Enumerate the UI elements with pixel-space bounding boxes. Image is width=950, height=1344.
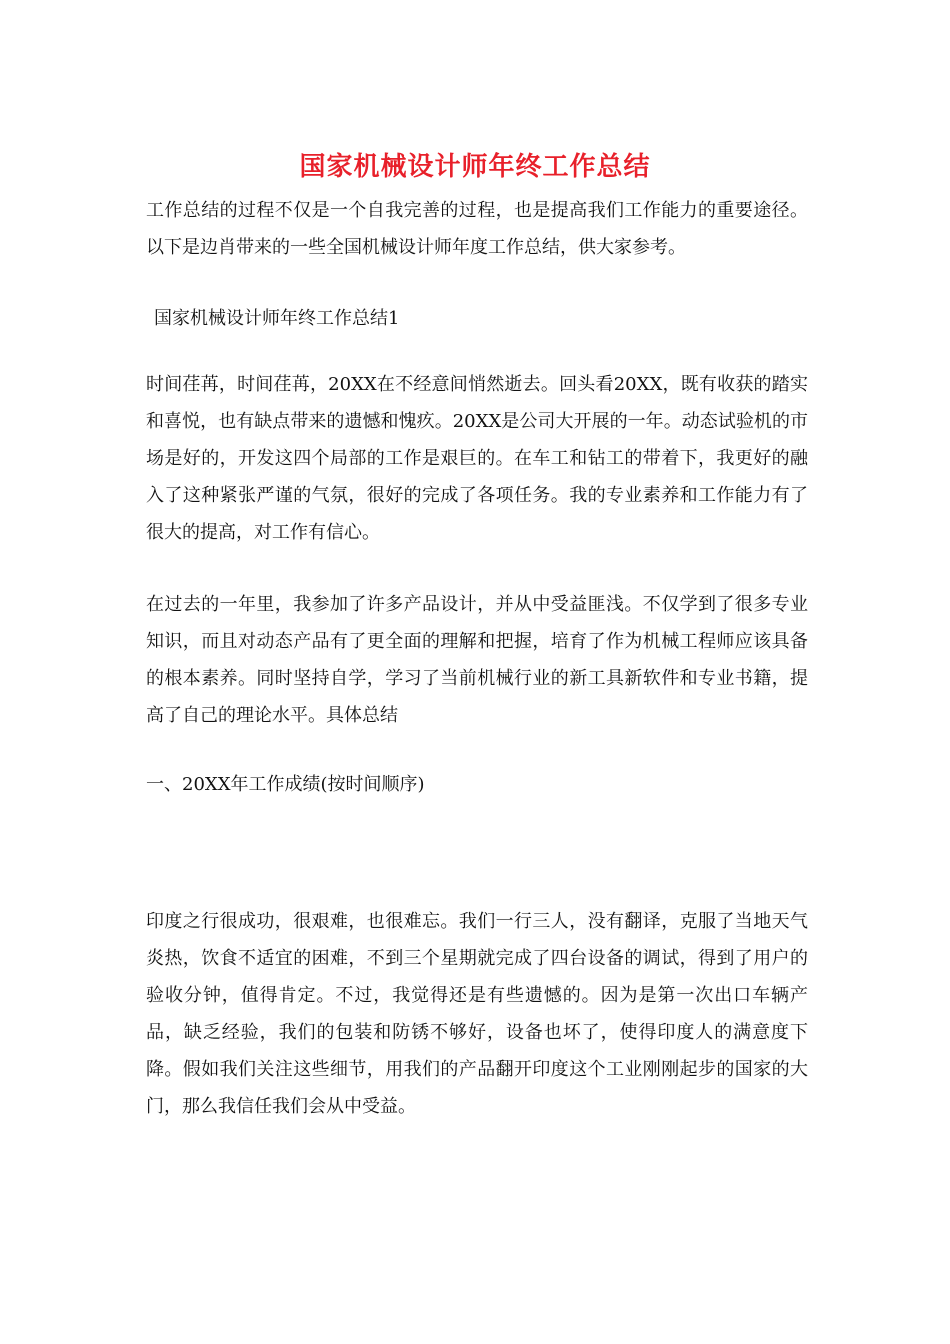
body-paragraph-1: 时间荏苒，时间荏苒，20XX在不经意间悄然逝去。回头看20XX，既有收获的踏实和喜悦，也有缺点带来的遗憾和愧疚。20XX是公司大开展的一年。动态试验机的市场是好的，开发这四个局部的工作是艰巨的。在车工和钻工的带着下，我更好的融入了这种紧张严谨的气氛，很好的完成了各项任务。我的专业素养和工作能力有了很大的提高，对工作有信心。 <box>146 374 808 543</box>
body-paragraph-2: 在过去的一年里，我参加了许多产品设计，并从中受益匪浅。不仅学到了很多专业知识，而且对动态产品有了更全面的理解和把握，培育了作为机械工程师应该具备的根本素养。同时坚持自学，学习了当前机械行业的新工具新软件和专业书籍，提高了自己的理论水平。具体总结 <box>146 594 808 726</box>
subheading: 一、20XX年工作成绩(按时间顺序) <box>146 774 425 795</box>
document-title: 国家机械设计师年终工作总结 <box>299 152 651 182</box>
section-heading: 国家机械设计师年终工作总结1 <box>154 308 400 329</box>
body-paragraph-3: 印度之行很成功，很艰难，也很难忘。我们一行三人，没有翻译，克服了当地天气炎热，饮食不适宜的困难，不到三个星期就完成了四台设备的调试，得到了用户的验收分钟，值得肯定。不过，我觉得还是有些遗憾的。因为是第一次出口车辆产品，缺乏经验，我们的包装和防锈不够好，设备也坏了，使得印度人的满意度下降。假如我们关注这些细节，用我们的产品翻开印度这个工业刚刚起步的国家的大门，那么我信任我们会从中受益。 <box>146 911 808 1117</box>
intro-paragraph: 工作总结的过程不仅是一个自我完善的过程，也是提高我们工作能力的重要途径。以下是边肖带来的一些全国机械设计师年度工作总结，供大家参考。 <box>146 200 808 258</box>
